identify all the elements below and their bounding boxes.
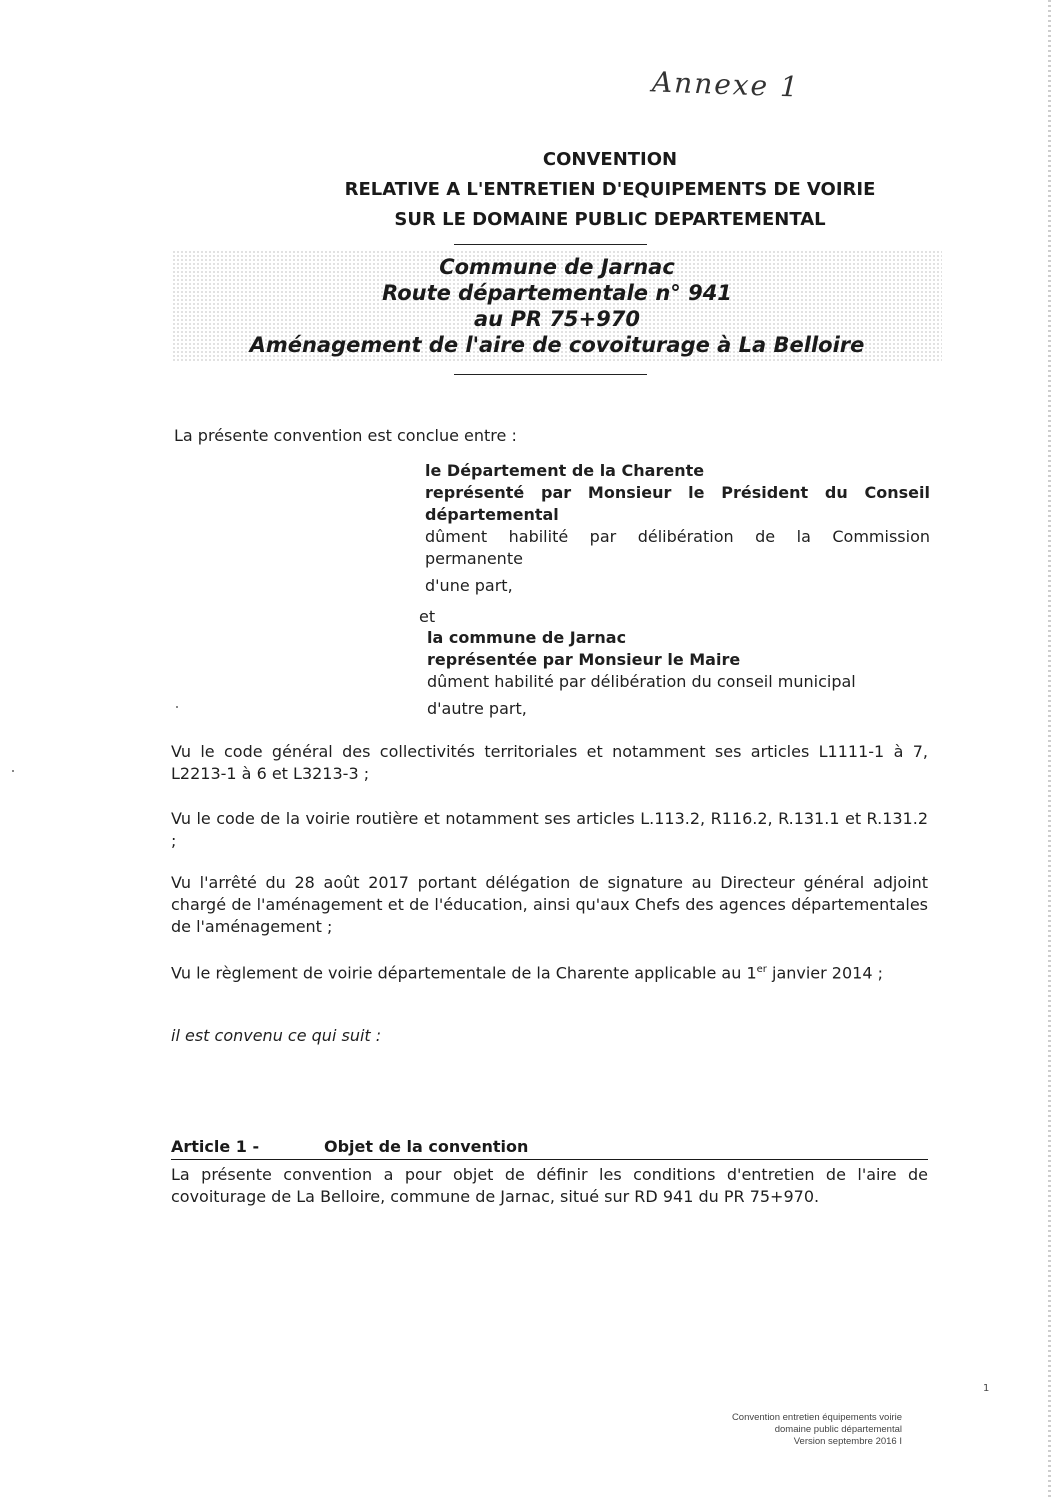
article-1-body: La présente convention a pour objet de définir les conditions d'entretien de l'aire de covoiturage de La Belloire, commune de Jarnac, situé sur RD 941 du PR 75+970.	[171, 1165, 928, 1206]
subtitle-line-3: au PR 75+970	[474, 307, 640, 331]
document-subtitle	[172, 254, 942, 358]
intro-text: La présente convention est conclue entre :	[174, 426, 517, 445]
party-2-role: d'autre part,	[427, 699, 527, 718]
subtitle-line-2: Route départementale n° 941	[382, 281, 732, 305]
party-2	[427, 627, 932, 720]
recital-1: Vu le code général des collectivités territoriales et notamment ses articles L1111-1 à 7, L2213-1 à 6 et L3213-3 ;	[171, 742, 928, 783]
agreed-text: il est convenu ce qui suit :	[171, 1026, 382, 1045]
recital-4-text-before: Vu le règlement de voirie départementale de la Charente applicable au 1	[171, 963, 757, 983]
title-line-1: CONVENTION	[542, 149, 678, 170]
scan-speck	[12, 770, 14, 772]
party-1	[425, 460, 930, 597]
article-1-number: Article 1 -	[171, 1137, 260, 1156]
recital-4-text-after: janvier 2014 ;	[766, 963, 883, 983]
party-1-represented: représenté par Monsieur le Président du Conseil départemental	[425, 483, 930, 524]
conjunction-text: et	[419, 607, 436, 626]
document-title	[0, 145, 1059, 235]
subtitle-line-1: Commune de Jarnac	[439, 255, 675, 279]
subtitle-line-4: Aménagement de l'aire de covoiturage à La Belloire	[249, 333, 865, 357]
party-2-name: la commune de Jarnac	[427, 628, 627, 647]
recital-4-superscript: er	[756, 964, 767, 975]
party-2-authority: dûment habilité par délibération du conseil municipal	[427, 672, 856, 691]
party-1-role: d'une part,	[425, 576, 513, 595]
handwritten-annotation: Annexe 1	[651, 65, 801, 104]
party-1-authority: dûment habilité par délibération de la Commission permanente	[425, 527, 930, 568]
article-1-heading	[171, 1137, 928, 1156]
title-line-2: RELATIVE A L'ENTRETIEN D'EQUIPEMENTS DE VOIRIE	[344, 179, 876, 200]
recital-2: Vu le code de la voirie routière et notamment ses articles L.113.2, R116.2, R.131.1 et R.131.2 ;	[171, 809, 928, 850]
footer-line-3: Version septembre 2016 I	[793, 1436, 902, 1447]
page-number: 1	[983, 1383, 990, 1394]
article-1-title: Objet de la convention	[324, 1137, 529, 1156]
page-footer	[650, 1412, 902, 1448]
recital-3: Vu l'arrêté du 28 août 2017 portant délégation de signature au Directeur général adjoint chargé de l'aménagement et de l'éducation, ainsi qu'aux Chefs des agences départementales de l'aménagement ;	[171, 873, 928, 936]
footer-line-1: Convention entretien équipements voirie	[731, 1412, 902, 1423]
subtitle-rule-bottom	[454, 374, 647, 375]
title-rule-top	[454, 244, 647, 245]
title-line-3: SUR LE DOMAINE PUBLIC DEPARTEMENTAL	[394, 209, 826, 230]
scan-speck	[176, 706, 178, 708]
article-1-rule	[171, 1159, 928, 1160]
party-2-represented: représentée par Monsieur le Maire	[427, 650, 741, 669]
recital-4	[171, 959, 928, 984]
footer-line-2: domaine public départemental	[774, 1424, 902, 1435]
party-1-name: le Département de la Charente	[425, 461, 705, 480]
